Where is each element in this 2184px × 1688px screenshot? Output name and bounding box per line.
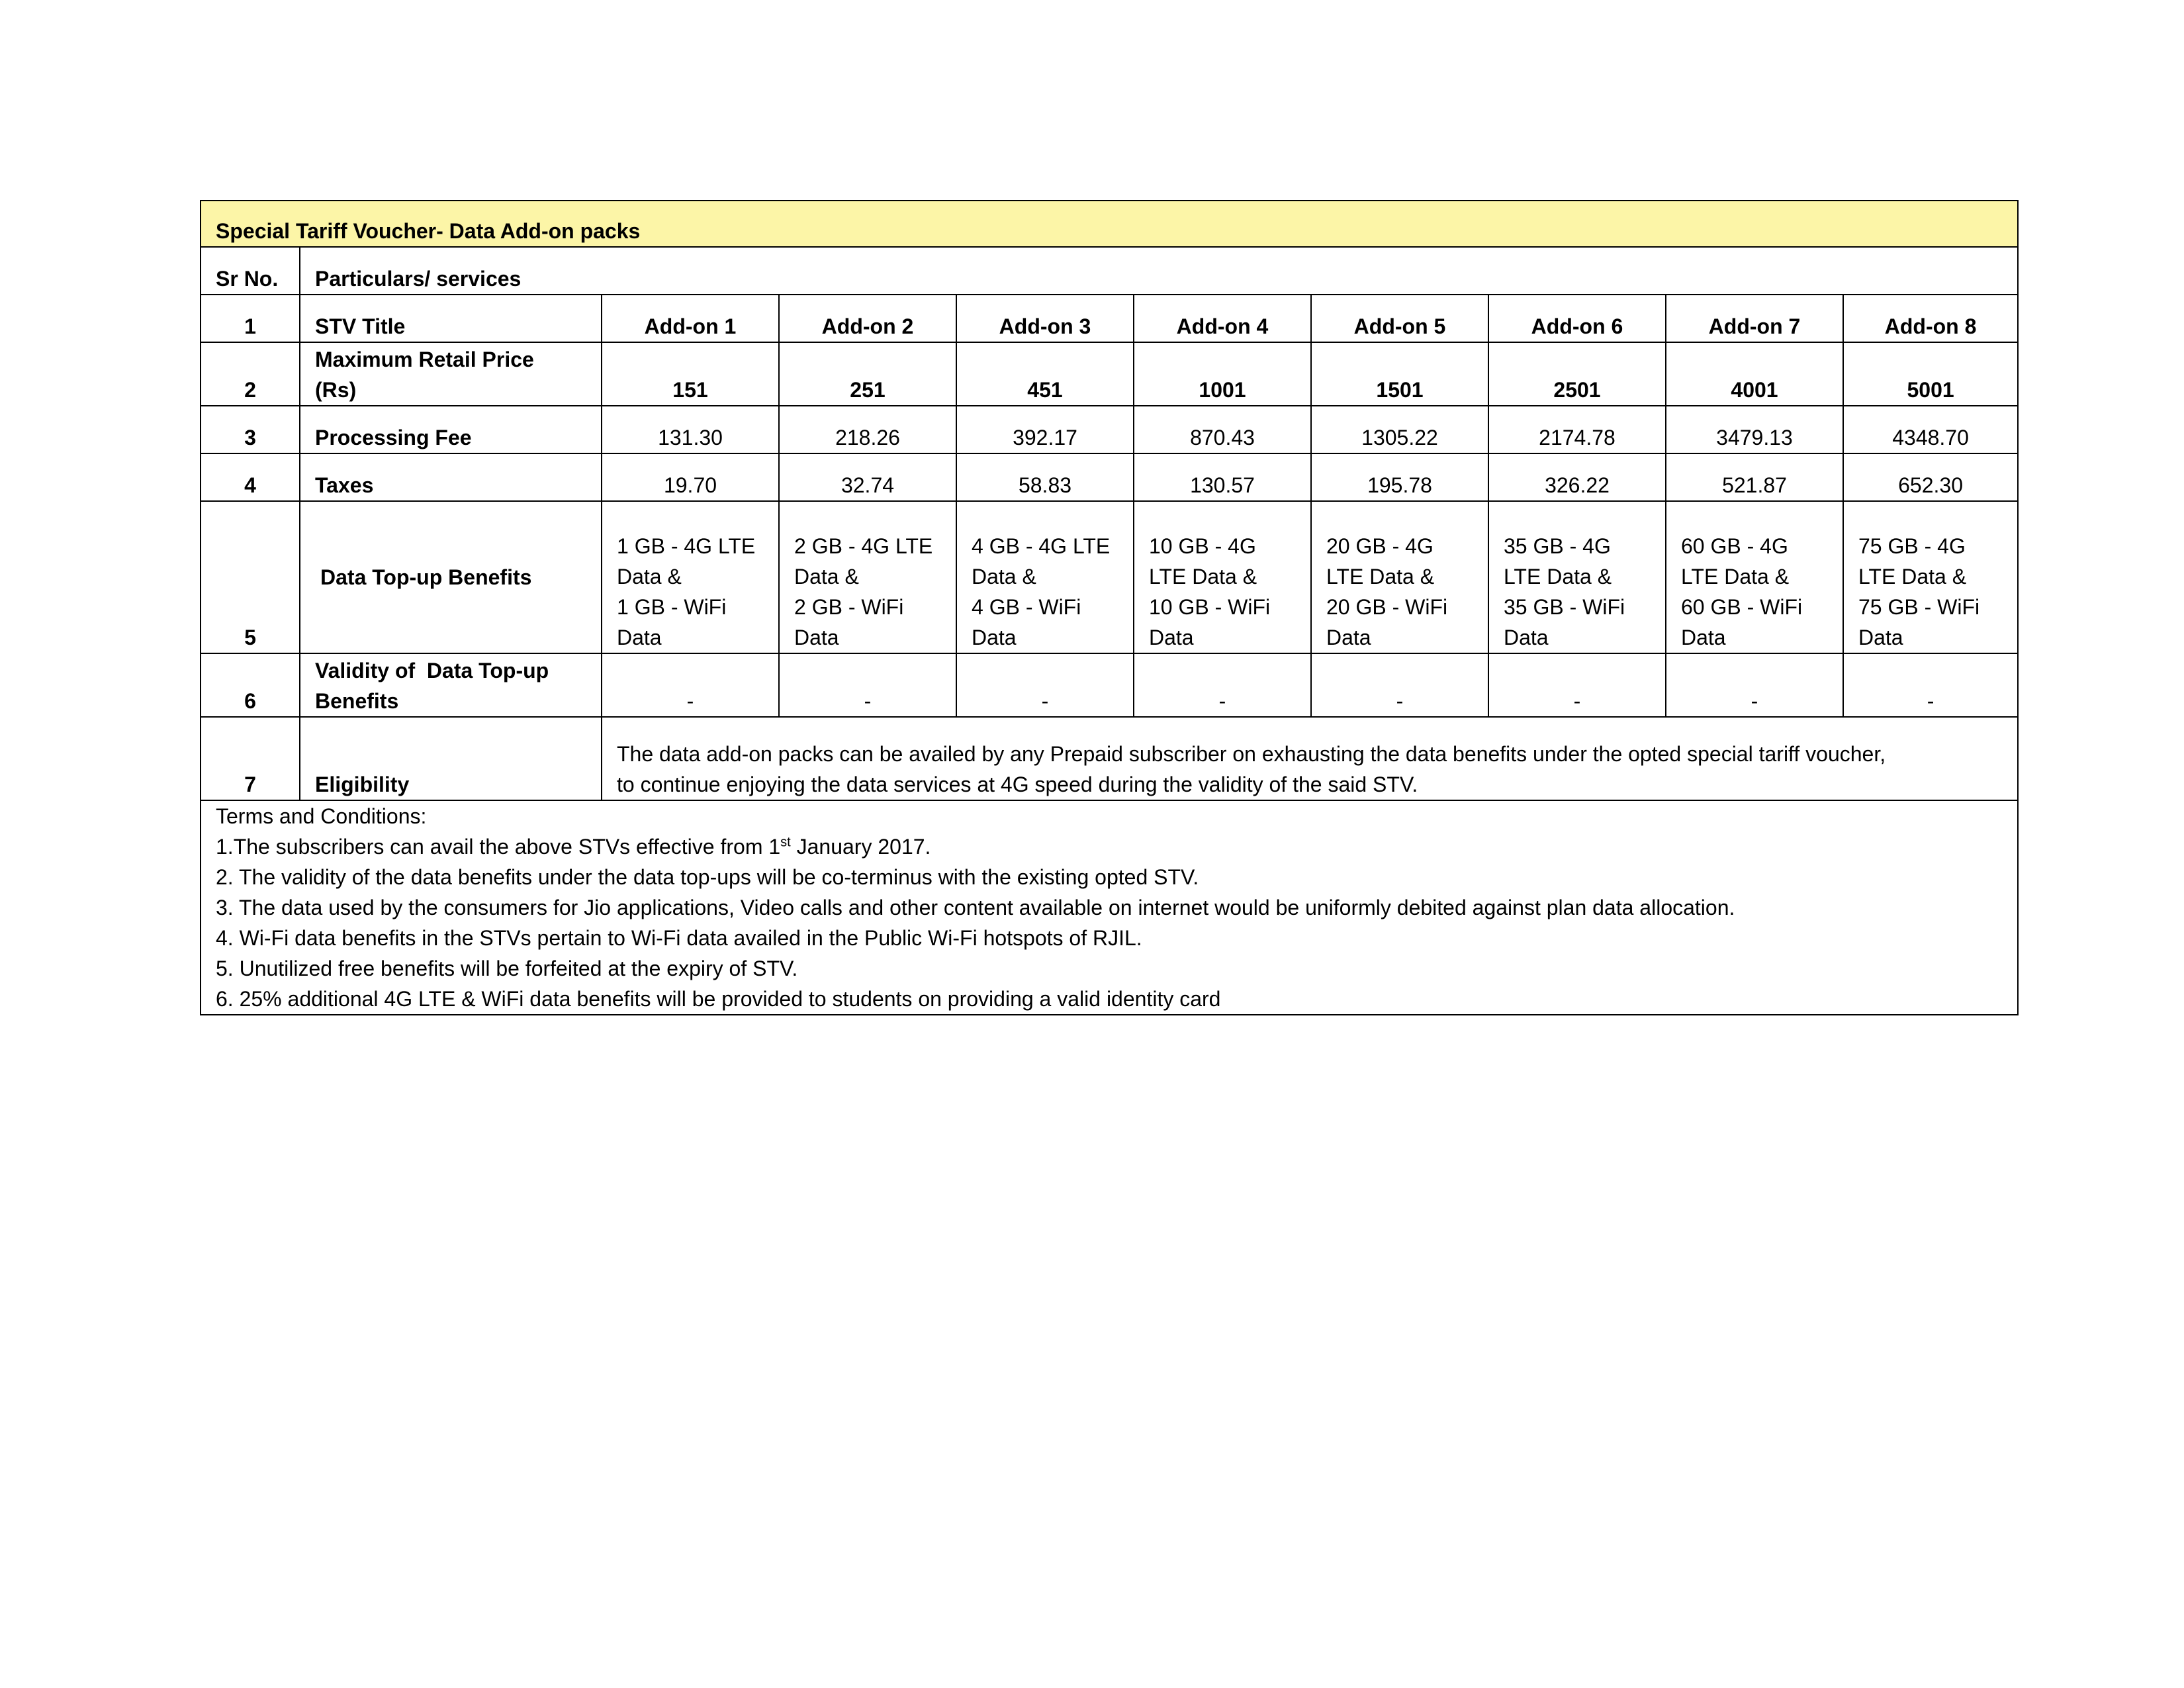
fee-cell: 392.17 bbox=[956, 406, 1134, 453]
benefit-line: LTE Data & bbox=[1858, 565, 1967, 588]
benefit-line: Data & bbox=[972, 565, 1036, 588]
title-row bbox=[201, 201, 2018, 247]
benefit-line: 4 GB - 4G LTE bbox=[972, 534, 1111, 558]
row-label bbox=[300, 342, 602, 406]
terms-item-text: 1.The subscribers can avail the above STVs effective from 1 bbox=[216, 835, 781, 859]
row-eligibility bbox=[201, 717, 2018, 800]
benefit-cell bbox=[1666, 501, 1843, 653]
row-label bbox=[300, 653, 602, 717]
tax-cell: 326.22 bbox=[1488, 453, 1666, 501]
terms-item: 2. The validity of the data benefits under the data top-ups will be co-terminus with the existing opted STV. bbox=[216, 865, 1199, 889]
benefit-line: LTE Data & bbox=[1504, 565, 1612, 588]
validity-cell: - bbox=[1311, 653, 1488, 717]
row-label-line: Maximum Retail Price bbox=[315, 348, 534, 371]
validity-cell: - bbox=[1843, 653, 2018, 717]
sr-cell: 7 bbox=[201, 717, 300, 800]
validity-cell: - bbox=[1488, 653, 1666, 717]
addon-title-cell: Add-on 4 bbox=[1134, 295, 1311, 342]
row-validity bbox=[201, 653, 2018, 717]
addon-title-cell: Add-on 2 bbox=[779, 295, 956, 342]
benefit-line: Data & bbox=[794, 565, 859, 588]
sr-cell: 4 bbox=[201, 453, 300, 501]
fee-cell: 3479.13 bbox=[1666, 406, 1843, 453]
terms-item bbox=[216, 831, 2003, 862]
mrp-cell: 1001 bbox=[1134, 342, 1311, 406]
benefit-line: Data bbox=[1326, 626, 1371, 649]
tax-cell: 195.78 bbox=[1311, 453, 1488, 501]
benefit-line: 20 GB - WiFi bbox=[1326, 595, 1448, 619]
benefit-line: 35 GB - 4G bbox=[1504, 534, 1611, 558]
eligibility-line: to continue enjoying the data services at 4G speed during the validity of the said STV. bbox=[617, 773, 1418, 796]
row-mrp bbox=[201, 342, 2018, 406]
table-title: Special Tariff Voucher- Data Add-on packs bbox=[201, 201, 2018, 247]
addon-title-cell: Add-on 5 bbox=[1311, 295, 1488, 342]
mrp-cell: 251 bbox=[779, 342, 956, 406]
terms-item: 3. The data used by the consumers for Jio applications, Video calls and other content available on internet would be uniformly debited against plan data allocation. bbox=[216, 896, 1735, 919]
addon-title-cell: Add-on 6 bbox=[1488, 295, 1666, 342]
header-sr-no: Sr No. bbox=[201, 247, 300, 295]
benefit-line: 75 GB - WiFi bbox=[1858, 595, 1980, 619]
tax-cell: 58.83 bbox=[956, 453, 1134, 501]
sr-cell: 3 bbox=[201, 406, 300, 453]
tax-cell: 19.70 bbox=[602, 453, 779, 501]
terms-item: 5. Unutilized free benefits will be forfeited at the expiry of STV. bbox=[216, 957, 798, 980]
fee-cell: 4348.70 bbox=[1843, 406, 2018, 453]
benefit-line: LTE Data & bbox=[1326, 565, 1435, 588]
fee-cell: 2174.78 bbox=[1488, 406, 1666, 453]
tax-cell: 32.74 bbox=[779, 453, 956, 501]
benefit-line: 20 GB - 4G bbox=[1326, 534, 1433, 558]
row-label-line: Benefits bbox=[315, 689, 399, 713]
benefit-cell bbox=[1488, 501, 1666, 653]
sr-cell: 2 bbox=[201, 342, 300, 406]
row-label: Taxes bbox=[300, 453, 602, 501]
benefit-line: Data bbox=[617, 626, 662, 649]
mrp-cell: 4001 bbox=[1666, 342, 1843, 406]
mrp-cell: 151 bbox=[602, 342, 779, 406]
benefit-line: 4 GB - WiFi bbox=[972, 595, 1081, 619]
benefit-cell bbox=[1311, 501, 1488, 653]
mrp-cell: 5001 bbox=[1843, 342, 2018, 406]
benefit-line: Data bbox=[794, 626, 839, 649]
terms-item: 4. Wi-Fi data benefits in the STVs pertain to Wi-Fi data availed in the Public Wi-Fi hotspots of RJIL. bbox=[216, 926, 1142, 950]
row-taxes bbox=[201, 453, 2018, 501]
row-label: Data Top-up Benefits bbox=[300, 501, 602, 653]
tax-cell: 521.87 bbox=[1666, 453, 1843, 501]
benefit-line: 35 GB - WiFi bbox=[1504, 595, 1625, 619]
header-particulars: Particulars/ services bbox=[300, 247, 2018, 295]
validity-cell: - bbox=[1134, 653, 1311, 717]
validity-cell: - bbox=[602, 653, 779, 717]
benefit-cell bbox=[602, 501, 779, 653]
validity-cell: - bbox=[956, 653, 1134, 717]
benefit-line: Data bbox=[1149, 626, 1194, 649]
tariff-table bbox=[200, 200, 2019, 1015]
terms-item: 6. 25% additional 4G LTE & WiFi data benefits will be provided to students on providing a valid identity card bbox=[216, 987, 1221, 1011]
mrp-cell: 2501 bbox=[1488, 342, 1666, 406]
benefit-line: 1 GB - WiFi bbox=[617, 595, 727, 619]
ordinal-suffix: st bbox=[780, 835, 791, 850]
benefit-line: 75 GB - 4G bbox=[1858, 534, 1966, 558]
mrp-cell: 1501 bbox=[1311, 342, 1488, 406]
benefit-line: Data bbox=[1858, 626, 1903, 649]
terms-item-text: January 2017. bbox=[790, 835, 931, 859]
row-label-line: (Rs) bbox=[315, 378, 357, 402]
row-benefits bbox=[201, 501, 2018, 653]
validity-cell: - bbox=[779, 653, 956, 717]
addon-title-cell: Add-on 7 bbox=[1666, 295, 1843, 342]
row-processing-fee bbox=[201, 406, 2018, 453]
row-label: Processing Fee bbox=[300, 406, 602, 453]
row-label: STV Title bbox=[300, 295, 602, 342]
validity-cell: - bbox=[1666, 653, 1843, 717]
benefit-line: 10 GB - 4G bbox=[1149, 534, 1256, 558]
eligibility-line: The data add-on packs can be availed by any Prepaid subscriber on exhausting the data benefits under the opted special tariff voucher, bbox=[617, 742, 1886, 766]
tax-cell: 652.30 bbox=[1843, 453, 2018, 501]
fee-cell: 131.30 bbox=[602, 406, 779, 453]
addon-title-cell: Add-on 3 bbox=[956, 295, 1134, 342]
benefit-line: Data & bbox=[617, 565, 682, 588]
sr-cell: 1 bbox=[201, 295, 300, 342]
row-label: Eligibility bbox=[300, 717, 602, 800]
addon-title-cell: Add-on 1 bbox=[602, 295, 779, 342]
fee-cell: 870.43 bbox=[1134, 406, 1311, 453]
eligibility-text bbox=[602, 717, 2018, 800]
row-stv-title bbox=[201, 295, 2018, 342]
terms-row bbox=[201, 800, 2018, 1015]
benefit-cell bbox=[1843, 501, 2018, 653]
header-row bbox=[201, 247, 2018, 295]
benefit-line: LTE Data & bbox=[1149, 565, 1257, 588]
tax-cell: 130.57 bbox=[1134, 453, 1311, 501]
benefit-line: 10 GB - WiFi bbox=[1149, 595, 1271, 619]
row-label-line: Validity of Data Top-up bbox=[315, 659, 549, 682]
tariff-document bbox=[200, 200, 2017, 1015]
benefit-line: LTE Data & bbox=[1681, 565, 1790, 588]
benefit-line: 60 GB - 4G bbox=[1681, 534, 1788, 558]
benefit-cell bbox=[1134, 501, 1311, 653]
benefit-line: Data bbox=[1681, 626, 1726, 649]
sr-cell: 6 bbox=[201, 653, 300, 717]
benefit-line: 1 GB - 4G LTE bbox=[617, 534, 756, 558]
benefit-line: Data bbox=[972, 626, 1017, 649]
terms-heading: Terms and Conditions: bbox=[216, 804, 427, 828]
fee-cell: 1305.22 bbox=[1311, 406, 1488, 453]
benefit-line: 60 GB - WiFi bbox=[1681, 595, 1803, 619]
benefit-line: Data bbox=[1504, 626, 1549, 649]
mrp-cell: 451 bbox=[956, 342, 1134, 406]
fee-cell: 218.26 bbox=[779, 406, 956, 453]
benefit-cell bbox=[779, 501, 956, 653]
benefit-line: 2 GB - 4G LTE bbox=[794, 534, 933, 558]
terms-and-conditions bbox=[201, 800, 2018, 1015]
addon-title-cell: Add-on 8 bbox=[1843, 295, 2018, 342]
sr-cell: 5 bbox=[201, 501, 300, 653]
benefit-line: 2 GB - WiFi bbox=[794, 595, 904, 619]
benefit-cell bbox=[956, 501, 1134, 653]
